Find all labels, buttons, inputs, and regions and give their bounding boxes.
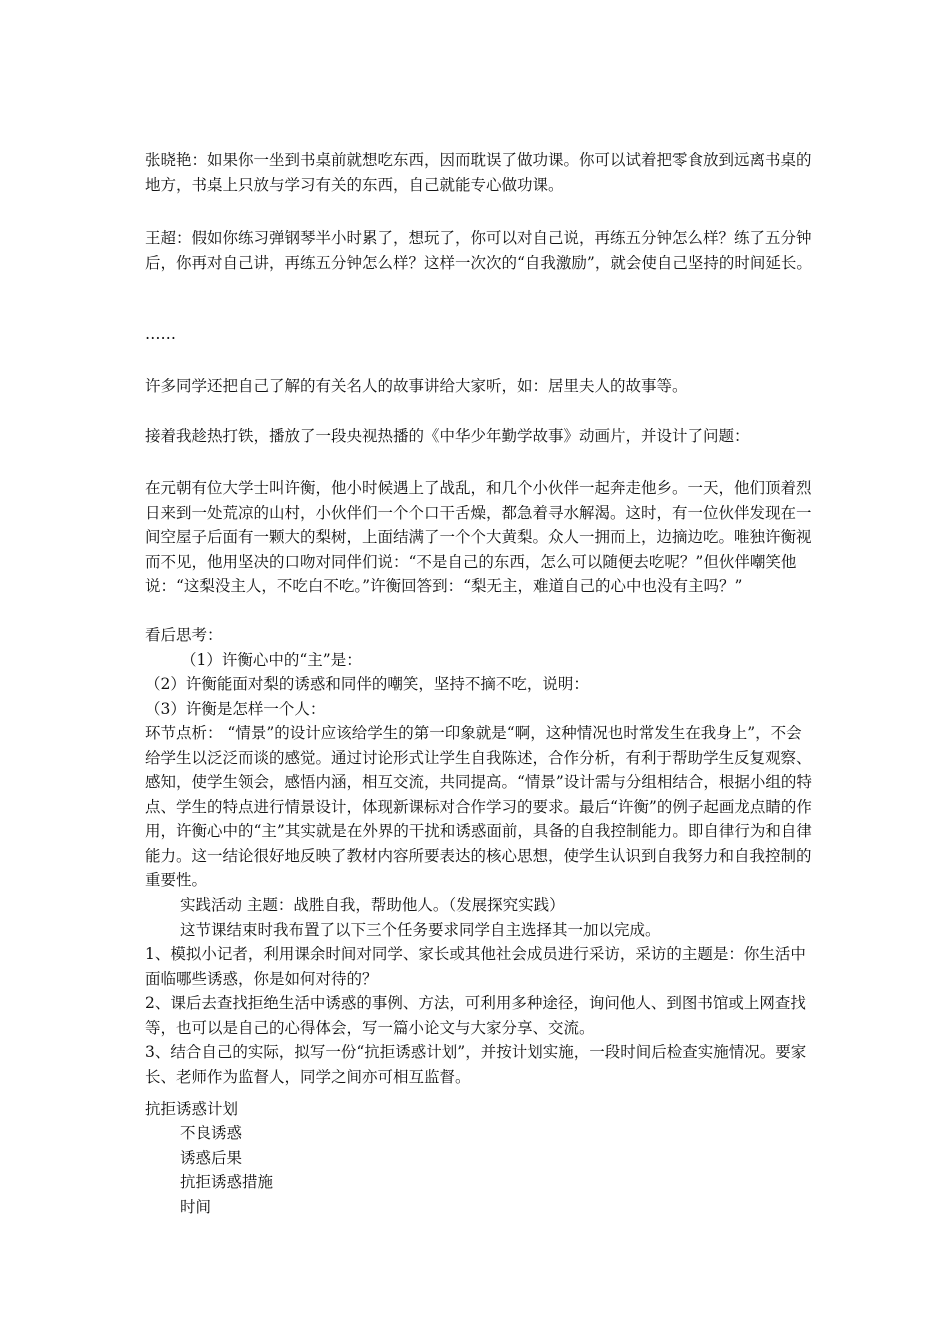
plan-item: 不良诱惑: [180, 1124, 243, 1142]
paragraph-xu-heng-story: 在元朝有位大学士叫许衡，他小时候遇上了战乱，和几个小伙伴一起奔走他乡。一天，他们顶着烈日来到一处荒凉的山村，小伙伴们一个个口干舌燥，都急着寻水解渴。这时，有一位伙伴发现在一间空屋子后面有一颗大的梨树，上面结满了一个个大黄梨。众人一拥而上，边摘边吃。唯独许衡视而不见，他用坚决的口吻对同伴们说：“不是自己的东西，怎么可以随便去吃呢？”但伙伴嘲笑他说：“这梨没主人，不吃白不吃。”许衡回答到：“梨无主，难道自己的心中也没有主吗？”: [145, 479, 812, 595]
plan-item: 抗拒诱惑措施: [180, 1173, 274, 1191]
paragraph-famous-stories: 许多同学还把自己了解的有关名人的故事讲给大家听，如：居里夫人的故事等。: [145, 377, 688, 395]
plan-item: 时间: [180, 1198, 212, 1216]
ellipsis: ……: [145, 325, 176, 343]
paragraph-analysis: 环节点析： “情景”的设计应该给学生的第一印象就是“啊，这种情况也时常发生在我身上”，不会给学生以泛泛而谈的感觉。通过讨论形式让学生自我陈述，合作分析，有利于帮助学生反复观察、感知，使学生领会，感悟内涵，相互交流，共同提高。“情景”设计需与分组相结合，根据小组的特点、学生的特点进行情景设计，体现新课标对合作学习的要求。最后“许衡”的例子起画龙点睛的作用，许衡心中的“主”其实就是在外界的干扰和诱惑面前，具备的自我控制能力。即自律行为和自律能力。这一结论很好地反映了教材内容所要表达的核心思想，使学生认识到自我努力和自我控制的重要性。: [145, 724, 812, 889]
paragraph-zhang-xiaoyan: 张晓艳：如果你一坐到书桌前就想吃东西，因而耽误了做功课。你可以试着把零食放到远离书桌的地方，书桌上只放与学习有关的东西，自己就能专心做功课。: [145, 151, 812, 194]
think-title: 看后思考：: [145, 626, 223, 644]
task-2: 2、课后去查找拒绝生活中诱惑的事例、方法，可利用多种途径，询问他人、到图书馆或上网查找等，也可以是自己的心得体会，写一篇小论文与大家分享、交流。: [145, 994, 806, 1037]
question-3: （3）许衡是怎样一个人：: [145, 700, 326, 718]
question-1: （1）许衡心中的“主”是：: [181, 651, 362, 669]
paragraph-video-intro: 接着我趁热打铁，播放了一段央视热播的《中华少年勤学故事》动画片，并设计了问题：: [145, 427, 750, 445]
task-1: 1、模拟小记者，利用课余时间对同学、家长或其他社会成员进行采访，采访的主题是：你生活中面临哪些诱惑，你是如何对待的？: [145, 945, 806, 988]
practice-activity: 实践活动 主题：战胜自我，帮助他人。（发展探究实践）: [180, 896, 565, 914]
task-3: 3、结合自己的实际，拟写一份“抗拒诱惑计划”，并按计划实施，一段时间后检查实施情况。要家长、老师作为监督人，同学之间亦可相互监督。: [145, 1043, 807, 1086]
task-intro: 这节课结束时我布置了以下三个任务要求同学自主选择其一加以完成。: [180, 921, 661, 939]
plan-title: 抗拒诱惑计划: [145, 1100, 239, 1118]
plan-item: 诱惑后果: [180, 1149, 243, 1167]
paragraph-wang-chao: 王超：假如你练习弹钢琴半小时累了，想玩了，你可以对自己说，再练五分钟怎么样？练了五分钟后，你再对自己讲，再练五分钟怎么样？这样一次次的“自我激励”，就会使自己坚持的时间延长。: [145, 229, 812, 272]
question-2: （2）许衡能面对梨的诱惑和同伴的嘲笑，坚持不摘不吃，说明：: [145, 675, 589, 693]
